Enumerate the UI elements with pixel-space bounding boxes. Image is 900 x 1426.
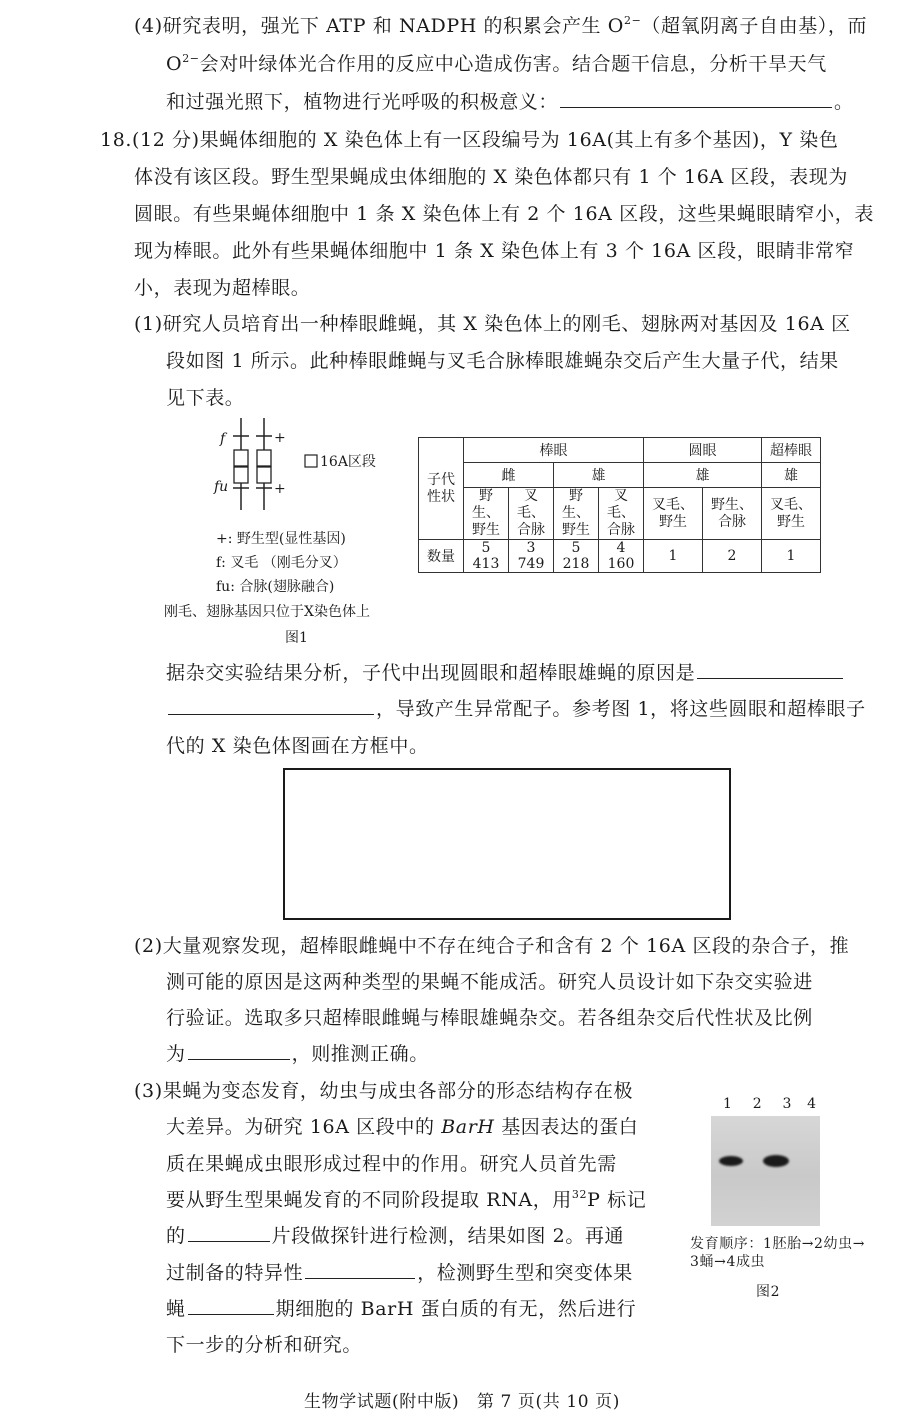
answer-blank[interactable] xyxy=(697,660,843,679)
table-corner: 子代性状 xyxy=(419,438,464,540)
answer-blank[interactable] xyxy=(188,1223,270,1242)
q18-part3-line2: 大差异。为研究 16A 区段中的 BarH 基因表达的蛋白 xyxy=(166,1116,639,1138)
q18-part1-line2: 段如图 1 所示。此种棒眼雌蝇与叉毛合脉棒眼雄蝇杂交后产生大量子代，结果 xyxy=(166,350,839,372)
figure-1 xyxy=(164,410,415,650)
lane-label: 3 xyxy=(782,1096,792,1112)
count-cell: 4 160 xyxy=(599,540,644,573)
figure2-note-line2: 3蛹→4成虫 xyxy=(690,1254,766,1270)
q18-part3-line1: (3)果蝇为变态发育，幼虫与成虫各部分的形态结构存在极 xyxy=(134,1080,634,1102)
q18-part3-line3: 质在果蝇成虫眼形成过程中的作用。研究人员首先需 xyxy=(166,1153,617,1175)
legend-plus: +: 野生型(显性基因) xyxy=(216,531,346,547)
phenotype-cell: 野生、合脉 xyxy=(703,488,762,540)
q18-part2-line4: 为 ，则推测正确。 xyxy=(166,1043,429,1065)
row-label-count: 数量 xyxy=(419,540,464,573)
results-table xyxy=(418,437,821,573)
group-round: 圆眼 xyxy=(644,438,762,463)
group-superbang: 超棒眼 xyxy=(762,438,821,463)
answer-blank[interactable] xyxy=(168,696,374,715)
page-footer: 生物学试题(附中版) 第 7 页(共 10 页) xyxy=(304,1392,620,1412)
lane-labels xyxy=(723,1095,817,1113)
q18-intro-line4: 现为棒眼。此外有些果蝇体细胞中 1 条 X 染色体上有 3 个 16A 区段，眼睛非常窄 xyxy=(134,240,855,262)
box-legend-label: 16A区段 xyxy=(320,454,376,470)
phenotype-cell: 野生、野生 xyxy=(554,488,599,540)
figure2-note-line1: 发育顺序：1胚胎→2幼虫→ xyxy=(690,1236,866,1252)
q18-intro-line1: 18.(12 分)果蝇体细胞的 X 染色体上有一区段编号为 16A(其上有多个基因)，Y 染色 xyxy=(100,129,839,151)
phenotype-cell: 野生、野生 xyxy=(464,488,509,540)
count-cell: 2 xyxy=(703,540,762,573)
sex-female: 雌 xyxy=(464,463,554,488)
gene-label-f: f xyxy=(220,431,226,447)
q18-part1-after-line3: 代的 X 染色体图画在方框中。 xyxy=(166,735,429,757)
count-cell: 3 749 xyxy=(509,540,554,573)
q18-part3-line4: 要从野生型果蝇发育的不同阶段提取 RNA，用$^{32}$P 标记 xyxy=(166,1188,647,1211)
lane-label: 1 xyxy=(723,1096,733,1112)
gel-band-lane3 xyxy=(763,1155,789,1167)
legend-fu: fu: 合脉(翅脉融合) xyxy=(216,579,335,595)
count-cell: 1 xyxy=(644,540,703,573)
q18-part1-after-line2: ，导致产生异常配子。参考图 1，将这些圆眼和超棒眼子 xyxy=(166,696,866,722)
q18-part2-line1: (2)大量观察发现，超棒眼雌蝇中不存在纯合子和含有 2 个 16A 区段的杂合子，推 xyxy=(134,935,850,957)
q18-part3-line5: 的 片段做探针进行检测，结果如图 2。再通 xyxy=(166,1225,625,1247)
q18-part2-line3: 行验证。选取多只超棒眼雌蝇与棒眼雄蝇杂交。若各组杂交后代性状及比例 xyxy=(166,1007,813,1029)
q18-part3-line8: 下一步的分析和研究。 xyxy=(166,1334,363,1356)
legend-f: f: 叉毛 （刚毛分叉） xyxy=(216,555,347,571)
q18-part3-line7: 蝇 期细胞的 BarH 蛋白质的有无，然后进行 xyxy=(166,1298,637,1320)
answer-blank[interactable] xyxy=(188,1296,274,1315)
gene-label-fu: fu xyxy=(214,479,229,495)
plus-label-top: + xyxy=(274,430,286,446)
q18-part1-after-line1: 据杂交实验结果分析，子代中出现圆眼和超棒眼雄蝇的原因是 xyxy=(166,660,845,686)
q18-intro-line3: 圆眼。有些果蝇体细胞中 1 条 X 染色体上有 2 个 16A 区段，这些果蝇眼睛窄小，表 xyxy=(134,203,874,225)
sex-male: 雄 xyxy=(644,463,762,488)
answer-blank[interactable] xyxy=(305,1260,415,1279)
gel-image xyxy=(711,1116,820,1226)
q17-part4-line3: 和过强光照下，植物进行光呼吸的积极意义： 。 xyxy=(166,91,854,113)
count-cell: 5 413 xyxy=(464,540,509,573)
q18-intro-line5: 小，表现为超棒眼。 xyxy=(134,277,311,299)
lane-label: 4 xyxy=(807,1096,817,1112)
lane-label: 2 xyxy=(752,1096,763,1112)
group-bang: 棒眼 xyxy=(464,438,644,463)
sex-male: 雄 xyxy=(554,463,644,488)
phenotype-cell: 叉毛、合脉 xyxy=(599,488,644,540)
sex-male: 雄 xyxy=(762,463,821,488)
drawing-answer-box[interactable] xyxy=(283,768,731,920)
q18-part3-line6: 过制备的特异性 ，检测野生型和突变体果 xyxy=(166,1262,633,1284)
count-cell: 1 xyxy=(762,540,821,573)
q17-part4-line1: (4)研究表明，强光下 ATP 和 NADPH 的积累会产生 $O^{2-}$（超氧阴离子自由基），而 xyxy=(134,14,868,37)
figure2-caption: 图2 xyxy=(756,1284,781,1300)
plus-label-bottom: + xyxy=(274,481,286,497)
gel-band-lane1 xyxy=(719,1156,743,1166)
answer-blank[interactable] xyxy=(188,1041,290,1060)
phenotype-cell: 叉毛、野生 xyxy=(762,488,821,540)
q18-intro-line2: 体没有该区段。野生型果蝇成虫体细胞的 X 染色体都只有 1 个 16A 区段，表现为 xyxy=(134,166,848,188)
figure1-caption: 图1 xyxy=(285,630,308,646)
q17-part4-line2: $O^{2-}$会对叶绿体光合作用的反应中心造成伤害。结合题干信息，分析干旱天气 xyxy=(166,52,827,75)
count-cell: 5 218 xyxy=(554,540,599,573)
q18-part2-line2: 测可能的原因是这两种类型的果蝇不能成活。研究人员设计如下杂交实验进 xyxy=(166,971,813,993)
q18-part1-line1: (1)研究人员培育出一种棒眼雌蝇，其 X 染色体上的刚毛、翅脉两对基因及 16A 区 xyxy=(134,313,851,335)
phenotype-cell: 叉毛、合脉 xyxy=(509,488,554,540)
answer-blank[interactable] xyxy=(560,89,832,108)
chromosome-diagram xyxy=(170,410,415,520)
q18-part1-line3: 见下表。 xyxy=(166,387,245,409)
phenotype-cell: 叉毛、野生 xyxy=(644,488,703,540)
legend-note: 刚毛、翅脉基因只位于X染色体上 xyxy=(164,604,370,620)
